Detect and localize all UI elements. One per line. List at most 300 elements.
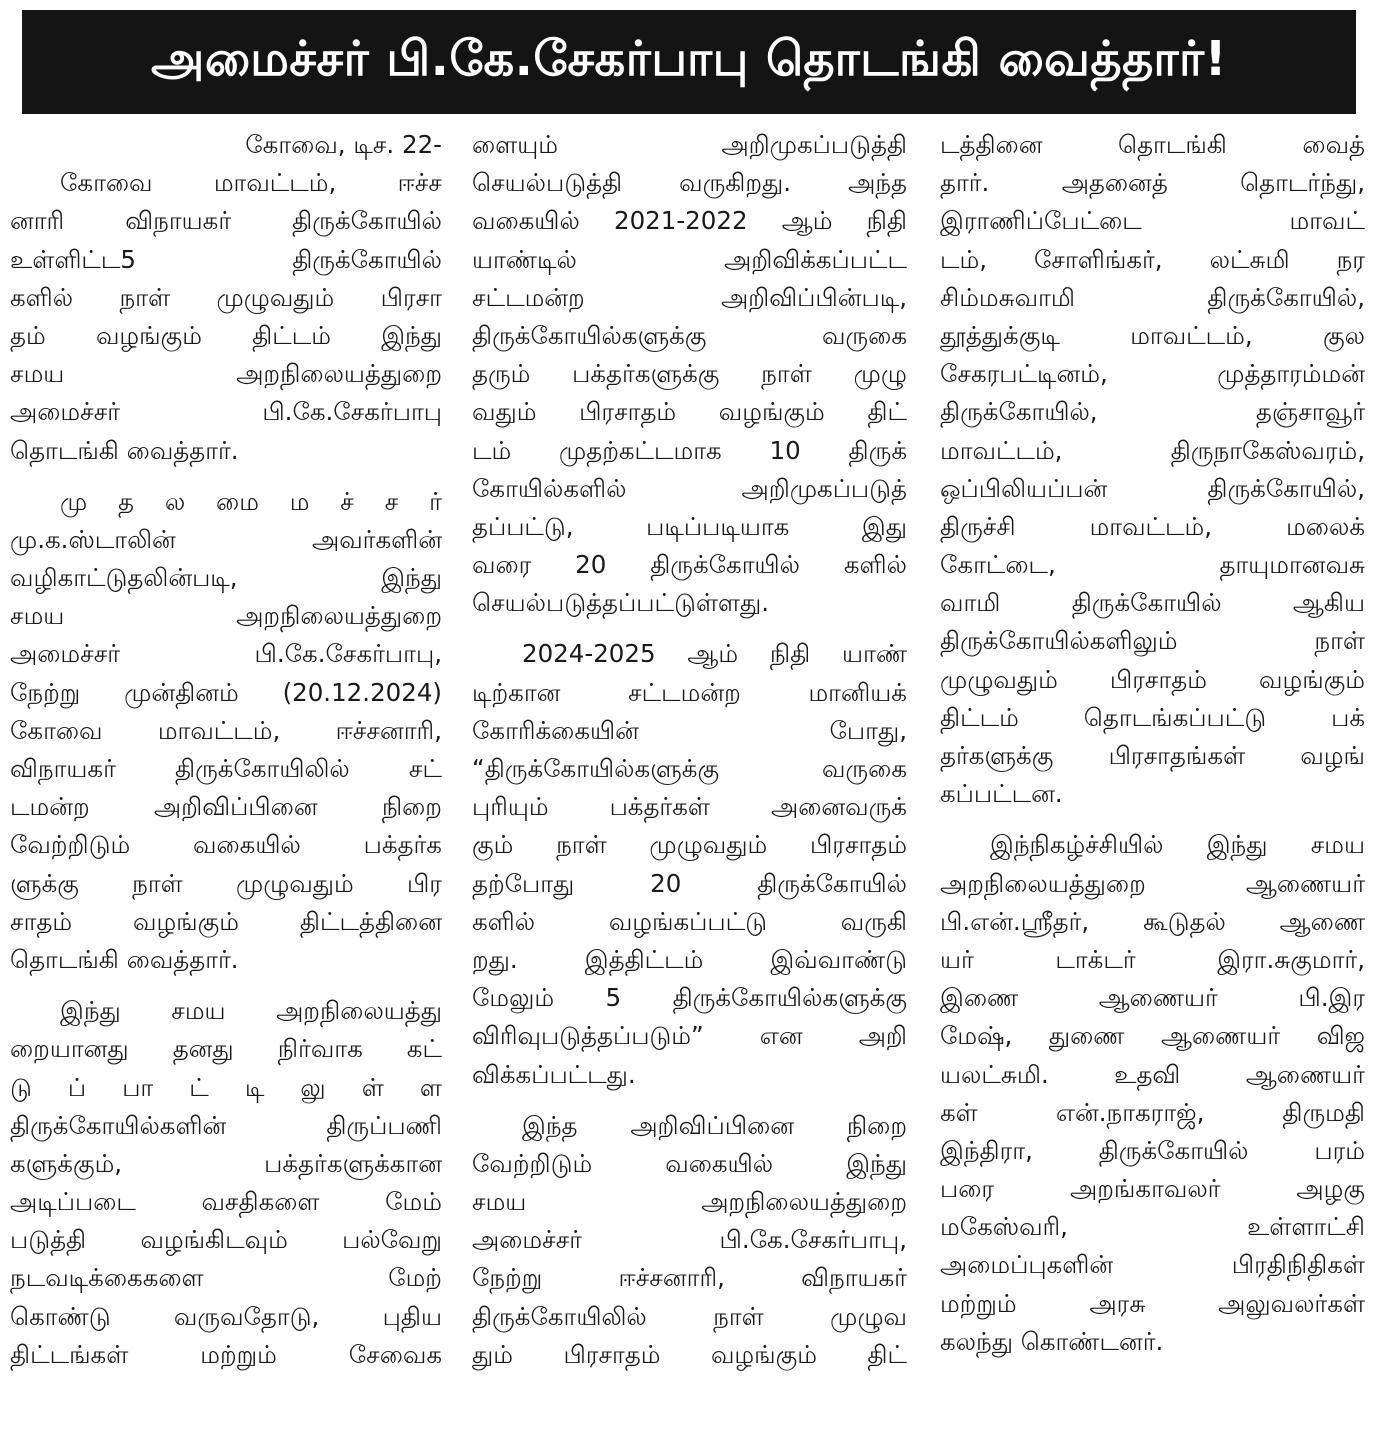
word: மலைக் bbox=[1286, 511, 1365, 541]
word: 20 bbox=[575, 550, 607, 580]
word: ளையும் bbox=[472, 130, 559, 159]
article-line bbox=[10, 1183, 442, 1221]
word: அறங்காவலர் bbox=[1070, 1174, 1221, 1204]
word: வழங்கும் bbox=[133, 906, 239, 936]
word: ச் bbox=[340, 486, 354, 516]
word: ள bbox=[419, 1072, 442, 1102]
word: தற்போது bbox=[472, 868, 575, 898]
word: மற்றும் bbox=[940, 1288, 1017, 1318]
word: வருவதோடு, bbox=[173, 1301, 320, 1331]
word: இந்திரா, bbox=[940, 1135, 1033, 1165]
word: அடிப்படை bbox=[10, 1187, 136, 1217]
word: விநாயகர் bbox=[125, 206, 232, 236]
article-line bbox=[10, 559, 442, 597]
headline-bar bbox=[22, 10, 1356, 114]
word: கோரிக்கையின் bbox=[472, 715, 639, 745]
word: தும் bbox=[472, 1339, 513, 1369]
article-line bbox=[472, 1298, 907, 1336]
word: டிற்கான bbox=[472, 677, 561, 707]
article-line bbox=[940, 470, 1365, 508]
word: வைத் bbox=[1302, 130, 1365, 159]
word: சேகரபட்டினம், bbox=[940, 359, 1108, 389]
word: ஆம் bbox=[687, 639, 739, 669]
article-line bbox=[472, 788, 907, 826]
article-line bbox=[472, 241, 907, 279]
article-line bbox=[940, 865, 1365, 903]
word: வகையில் bbox=[665, 1148, 774, 1178]
word: வழங்கிடவும் bbox=[140, 1225, 288, 1255]
article-line bbox=[10, 1145, 442, 1183]
word: அழகு bbox=[1296, 1174, 1365, 1204]
word: விரிவுபடுத்தப்படும்” bbox=[472, 1021, 704, 1051]
word: (20.12.2024) bbox=[282, 677, 442, 707]
word: “திருக்கோயில்களுக்கு bbox=[472, 754, 720, 783]
word: திருமதி bbox=[1282, 1097, 1365, 1127]
word: சேவைக bbox=[348, 1339, 442, 1369]
article-line bbox=[940, 317, 1365, 355]
article-line bbox=[472, 941, 907, 979]
article-line bbox=[940, 826, 1365, 864]
article-line bbox=[10, 788, 442, 826]
article-line bbox=[940, 164, 1365, 202]
word: 10 bbox=[769, 435, 801, 465]
paragraph-gap bbox=[472, 1094, 907, 1107]
word: டம் bbox=[472, 435, 512, 465]
article-line bbox=[472, 126, 907, 164]
article-line: கப்பட்டன. bbox=[940, 779, 1063, 809]
word: திட் bbox=[867, 1339, 907, 1369]
article-line bbox=[940, 1132, 1365, 1170]
article-line bbox=[472, 432, 907, 470]
article-line bbox=[940, 508, 1365, 546]
article-line: கலந்து கொண்டனர். bbox=[940, 1326, 1164, 1356]
word: நிறை bbox=[846, 1110, 907, 1140]
word: 2021-2022 bbox=[613, 206, 748, 236]
word: அந்த bbox=[848, 168, 907, 198]
article-line bbox=[472, 164, 907, 202]
article-line bbox=[940, 737, 1365, 775]
article-line bbox=[10, 317, 442, 355]
word: திருக்கோயில்களுக்கு bbox=[672, 983, 907, 1013]
word: பல்வேறு bbox=[342, 1225, 442, 1255]
word: மாவட் bbox=[1289, 206, 1365, 236]
article-line bbox=[472, 1017, 907, 1055]
word: டு bbox=[10, 1072, 32, 1102]
word: ஈச்ச bbox=[397, 168, 442, 198]
article-line bbox=[940, 1094, 1365, 1132]
word: களில் bbox=[843, 550, 907, 580]
word: ளுக்கு bbox=[10, 868, 79, 898]
word: றது. bbox=[472, 944, 518, 974]
word: பக்தர்களுக்கு bbox=[572, 359, 720, 389]
article-line bbox=[940, 661, 1365, 699]
word: இந்நிகழ்ச்சியில் bbox=[990, 830, 1164, 860]
article-line bbox=[940, 241, 1365, 279]
word: இந்து bbox=[60, 996, 121, 1026]
word: ம bbox=[289, 486, 310, 516]
word: லு bbox=[300, 1072, 326, 1102]
word: நேற்று bbox=[472, 1263, 543, 1293]
word: சமய bbox=[10, 359, 65, 389]
word: பக்தர்களுக்கான bbox=[264, 1148, 442, 1178]
word: திருக்கோயில், bbox=[940, 397, 1098, 427]
word: வருகிறது. bbox=[679, 168, 792, 198]
word: பிர bbox=[406, 868, 442, 898]
word: கூடுதல் bbox=[1143, 906, 1226, 936]
article-column-2 bbox=[472, 126, 907, 1441]
word: மகேஸ்வரி, bbox=[940, 1212, 1068, 1242]
word: என bbox=[759, 1021, 803, 1051]
article-line bbox=[10, 393, 442, 431]
word: திருநாகேஸ்வரம், bbox=[1170, 435, 1365, 465]
article-line bbox=[10, 674, 442, 712]
word: 20 bbox=[650, 868, 682, 898]
word: இது bbox=[861, 511, 907, 541]
article-line bbox=[940, 1056, 1365, 1094]
article-line bbox=[940, 279, 1365, 317]
word: ஆணையர் bbox=[1161, 1021, 1281, 1051]
word: முழு bbox=[853, 359, 907, 389]
article-line bbox=[10, 1107, 442, 1145]
word: திட்டங்கள் bbox=[10, 1339, 129, 1369]
word: பக்தர்க bbox=[363, 830, 442, 860]
word: ஆணையர் bbox=[1245, 1059, 1365, 1089]
word: ள் bbox=[361, 1072, 384, 1102]
word: வகையில் bbox=[472, 206, 580, 236]
word: திருப்பணி bbox=[326, 1110, 442, 1140]
word: கும் bbox=[472, 830, 514, 860]
word: ல bbox=[164, 486, 186, 516]
headline: அமைச்சர் பி.கே.சேகர்பாபு தொடங்கி வைத்தார்! bbox=[151, 31, 1227, 87]
paragraph-gap bbox=[10, 979, 442, 992]
article-line bbox=[940, 584, 1365, 622]
article-line bbox=[10, 241, 442, 279]
word: மேற் bbox=[388, 1263, 442, 1293]
word: ஈச்சனாரி, bbox=[618, 1263, 725, 1293]
article-line bbox=[940, 432, 1365, 470]
word: பக் bbox=[1331, 702, 1365, 732]
word: மானியக் bbox=[808, 677, 907, 707]
article-line bbox=[940, 355, 1365, 393]
word: ஆணை bbox=[1279, 906, 1365, 936]
word: முழுவ bbox=[830, 1301, 907, 1331]
word: முத்தாரம்மன் bbox=[1217, 359, 1365, 389]
word: படிப்படியாக bbox=[646, 511, 790, 541]
word: கட் bbox=[406, 1034, 442, 1064]
word: பி.கே.சேகர்பாபு, bbox=[254, 639, 442, 669]
word: அறநிலையத்துறை bbox=[236, 601, 442, 631]
word: பிரதிநிதிகள் bbox=[1231, 1250, 1365, 1280]
word: ஆம் bbox=[781, 206, 833, 236]
word: பிரசாதம் bbox=[1109, 664, 1207, 694]
word: இந்து bbox=[381, 320, 442, 350]
word: யலட்சுமி. bbox=[940, 1059, 1049, 1089]
word: முழுவதும் bbox=[216, 282, 335, 312]
article-line bbox=[472, 470, 907, 508]
article-line bbox=[472, 1183, 907, 1221]
article-line bbox=[10, 1030, 442, 1068]
word: தனது bbox=[172, 1034, 234, 1064]
word: ட் bbox=[189, 1072, 209, 1102]
word: அமைச்சர் bbox=[10, 639, 121, 669]
word: றையானது bbox=[10, 1034, 129, 1064]
word: வசதிகளை bbox=[201, 1187, 320, 1217]
article-line bbox=[940, 622, 1365, 660]
word: திட்டம் bbox=[940, 702, 1019, 732]
word: நிர்வாக bbox=[277, 1034, 363, 1064]
word: அறிமுகப்படுத்தி bbox=[721, 130, 907, 159]
article-line bbox=[472, 508, 907, 546]
word: திருக்கோயில் bbox=[1098, 1135, 1249, 1165]
word: திருக்கோயில், bbox=[1207, 282, 1365, 312]
article-line bbox=[940, 903, 1365, 941]
word: பா bbox=[122, 1072, 154, 1102]
word: இணை bbox=[940, 983, 1019, 1013]
article-line bbox=[472, 279, 907, 317]
word: நாள் bbox=[761, 359, 812, 389]
article-line bbox=[10, 483, 442, 521]
word: தரும் bbox=[472, 359, 531, 389]
word: தம் bbox=[10, 320, 46, 350]
word: தஞ்சாவூர் bbox=[1255, 397, 1365, 427]
article-line bbox=[472, 393, 907, 431]
word: அலுவலர்கள் bbox=[1218, 1288, 1365, 1318]
word: வருகை bbox=[821, 754, 907, 783]
word: சமய bbox=[1310, 830, 1365, 860]
word: திருக்கோயில் bbox=[650, 550, 801, 580]
word: அமைச்சர் bbox=[10, 397, 121, 427]
word: இந்து bbox=[1206, 830, 1268, 860]
word: பிரசாதம் bbox=[809, 830, 907, 860]
word: விநாயகர் bbox=[10, 754, 116, 783]
word: இந்த bbox=[522, 1110, 578, 1140]
word: வாமி bbox=[940, 588, 1001, 618]
word: அரசு bbox=[1089, 1288, 1146, 1318]
word: வழிகாட்டுதலின்படி, bbox=[10, 563, 238, 593]
word: பி.என்.ஸ்ரீதர், bbox=[940, 906, 1090, 936]
article-line bbox=[10, 1336, 442, 1374]
word: வேற்றிடும் bbox=[10, 830, 131, 860]
word: வழங்கும் bbox=[710, 1339, 817, 1369]
word: படுத்தி bbox=[10, 1225, 87, 1255]
article-line bbox=[10, 202, 442, 240]
word: திருக்கோயில்களிலும் bbox=[940, 626, 1178, 656]
article-line bbox=[472, 635, 907, 673]
article-line bbox=[940, 393, 1365, 431]
article-line bbox=[472, 1107, 907, 1145]
word: அறிவிப்பின்படி, bbox=[720, 282, 907, 312]
word: களில் bbox=[472, 906, 536, 936]
word: அறநிலையத்துறை bbox=[940, 868, 1146, 898]
word: னாரி bbox=[10, 206, 65, 236]
word: மாவட்டம், bbox=[213, 168, 337, 198]
word: அவர்களின் bbox=[312, 524, 442, 554]
word: நாள் bbox=[132, 868, 183, 898]
article-line bbox=[940, 546, 1365, 584]
word: தொடங்கப்பட்டு bbox=[1083, 702, 1267, 732]
article-line bbox=[472, 979, 907, 1017]
article-line: விக்கப்பட்டது. bbox=[472, 1059, 636, 1089]
article-line bbox=[10, 750, 442, 788]
word: முழுவதும் bbox=[649, 830, 768, 860]
word: மாவட்டம், bbox=[157, 715, 281, 745]
article-line bbox=[10, 279, 442, 317]
word: யாண் bbox=[842, 639, 907, 669]
article-line bbox=[10, 355, 442, 393]
word: பி.இர bbox=[1298, 983, 1365, 1013]
word: உதவி bbox=[1114, 1059, 1181, 1089]
word: திருக்கோயில்களுக்கு bbox=[472, 320, 707, 350]
article-line bbox=[472, 202, 907, 240]
word: லட்சுமி bbox=[1209, 244, 1290, 274]
word: தாயுமானவசு bbox=[1219, 550, 1365, 580]
word: தொடங்கி bbox=[1118, 130, 1227, 159]
word: என்.நாகராஜ், bbox=[1055, 1097, 1205, 1127]
word: வரை bbox=[472, 550, 532, 580]
word: பிரசாதம் bbox=[563, 1339, 661, 1369]
word: வழங் bbox=[1300, 741, 1365, 770]
word: ப் bbox=[67, 1072, 87, 1102]
word: அறிவிப்பினை bbox=[153, 792, 318, 822]
article-line bbox=[472, 865, 907, 903]
word: வருகை bbox=[821, 320, 907, 350]
word: பரை bbox=[940, 1174, 995, 1204]
word: முழுவதும் bbox=[940, 664, 1058, 694]
article-line bbox=[472, 317, 907, 355]
word: ஈச்சனாரி, bbox=[335, 715, 442, 745]
word: டமன்ற bbox=[10, 792, 90, 822]
word: த bbox=[118, 486, 135, 516]
article-line bbox=[10, 1259, 442, 1297]
article-line bbox=[472, 674, 907, 712]
word: நிதி bbox=[769, 639, 811, 669]
word: இத்திட்டம் bbox=[584, 944, 704, 974]
word: விஜ bbox=[1316, 1021, 1365, 1051]
word: திட்டத்தினை bbox=[299, 906, 442, 936]
word: உள்ளிட்ட5 bbox=[10, 244, 137, 274]
word: நர bbox=[1336, 244, 1365, 274]
word: நாள் bbox=[713, 1301, 764, 1331]
word: புரியும் bbox=[472, 792, 549, 822]
word: அறநிலையத்துறை bbox=[701, 1187, 907, 1217]
article-line bbox=[10, 1298, 442, 1336]
article-line bbox=[10, 903, 442, 941]
article-line bbox=[10, 1069, 442, 1107]
word: சாதம் bbox=[10, 906, 73, 936]
word: 5 bbox=[605, 983, 622, 1013]
word: மேம் bbox=[385, 1187, 442, 1217]
word: திருக்கோயில்களின் bbox=[10, 1110, 227, 1140]
article-line bbox=[940, 1285, 1365, 1323]
article-column-1 bbox=[10, 126, 442, 1441]
article-line bbox=[10, 164, 442, 202]
word: ஒப்பிலியப்பன் bbox=[940, 473, 1108, 503]
word: வகையில் bbox=[193, 830, 301, 860]
word: சமய bbox=[10, 601, 65, 631]
article-line bbox=[472, 903, 907, 941]
article-line bbox=[472, 1145, 907, 1183]
word: புதிய bbox=[382, 1301, 442, 1331]
word: அறிவிப்பினை bbox=[630, 1110, 795, 1140]
article-line bbox=[10, 865, 442, 903]
word: திட்டம் bbox=[252, 320, 331, 350]
word: ஆகிய bbox=[1292, 588, 1365, 618]
word: அனைவருக் bbox=[770, 792, 907, 822]
word: பிரசாதங்கள் bbox=[1108, 741, 1246, 770]
word: சட்டமன்ற bbox=[628, 677, 741, 707]
word: ஆணையர் bbox=[1245, 868, 1365, 898]
article-line: செயல்படுத்தப்பட்டுள்ளது. bbox=[472, 588, 770, 618]
article-line bbox=[472, 546, 907, 584]
word: திருக்கோயில் bbox=[292, 206, 442, 236]
word: திருக்கோயிலில் bbox=[175, 754, 350, 783]
article-line bbox=[472, 712, 907, 750]
word: மு.க.ஸ்டாலின் bbox=[10, 524, 176, 554]
word: களுக்கும், bbox=[10, 1148, 123, 1178]
word: அறி bbox=[858, 1021, 907, 1051]
word: மேலும் bbox=[472, 983, 555, 1013]
word: திருக்கோயிலில் bbox=[472, 1301, 647, 1331]
word: நிதி bbox=[866, 206, 907, 236]
word: டம், bbox=[940, 244, 988, 274]
word: டி bbox=[244, 1072, 265, 1102]
word: சிம்மசுவாமி bbox=[940, 282, 1075, 312]
word: செயல்படுத்தி bbox=[472, 168, 623, 198]
word: சட் bbox=[408, 754, 442, 783]
word: விநாயகர் bbox=[801, 1263, 907, 1293]
word: திருச்சி bbox=[940, 511, 1016, 541]
word: திருக்கோயில், bbox=[1207, 473, 1365, 503]
word: கள் bbox=[940, 1097, 978, 1127]
word: துணை bbox=[1048, 1021, 1125, 1051]
article-line bbox=[10, 1221, 442, 1259]
word: கோட்டை, bbox=[940, 550, 1056, 580]
word: அறநிலையத்துறை bbox=[236, 359, 442, 389]
word: யாண்டில் bbox=[472, 244, 577, 274]
word: கோயில்களில் bbox=[472, 473, 627, 503]
word: ச bbox=[384, 486, 399, 516]
word: மாவட்டம், bbox=[1130, 320, 1253, 350]
word: அமைப்புகளின் bbox=[940, 1250, 1114, 1280]
word: சோளிங்கர், bbox=[1034, 244, 1163, 274]
word: வதும் bbox=[472, 397, 537, 427]
word: மை bbox=[216, 486, 259, 516]
article-line: கோவை, டிச. 22- bbox=[245, 130, 442, 159]
article-line bbox=[940, 1170, 1365, 1208]
word: பி.கே.சேகர்பாபு bbox=[262, 397, 442, 427]
word: திட் bbox=[867, 397, 907, 427]
word: முன்தினம் bbox=[124, 677, 239, 707]
word: கோவை bbox=[10, 715, 103, 745]
word: முழுவதும் bbox=[235, 868, 354, 898]
word: திருக்கோயில் bbox=[1071, 588, 1222, 618]
word: பி.கே.சேகர்பாபு, bbox=[719, 1225, 907, 1255]
word: சட்டமன்ற bbox=[472, 282, 585, 312]
article-line bbox=[472, 1336, 907, 1374]
article-line bbox=[10, 992, 442, 1030]
word: பரம் bbox=[1314, 1135, 1365, 1165]
word: சமய bbox=[171, 996, 226, 1026]
word: பிரசாதம் bbox=[579, 397, 677, 427]
word: குல bbox=[1323, 320, 1365, 350]
word: நாள் bbox=[556, 830, 607, 860]
article-line bbox=[472, 1221, 907, 1259]
article-line bbox=[940, 1017, 1365, 1055]
word: ர் bbox=[429, 486, 442, 516]
word: யர் bbox=[940, 944, 974, 974]
article-line bbox=[472, 355, 907, 393]
word: அறிவிக்கப்பட்ட bbox=[724, 244, 907, 274]
